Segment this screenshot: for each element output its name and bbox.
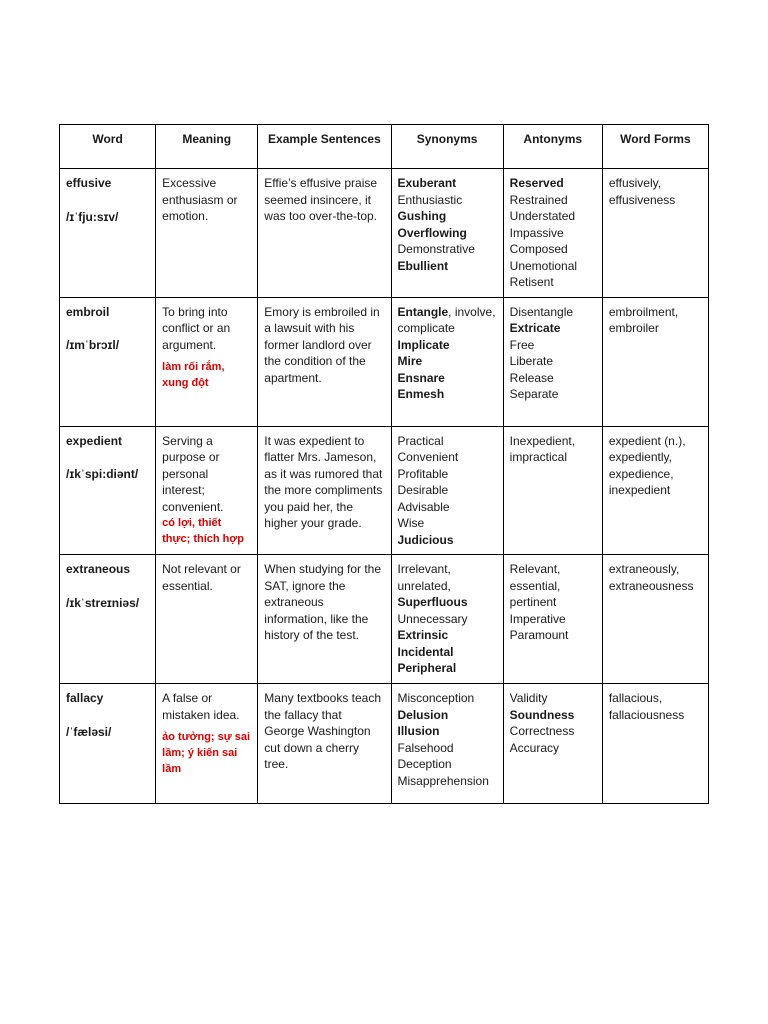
example-text: Effie’s effusive praise seemed insincere, it was too over-the-top. (264, 176, 378, 223)
word-forms-cell (602, 297, 708, 426)
antonyms-cell (503, 169, 602, 298)
synonym-lead (398, 304, 497, 337)
synonym-item: Advisable (397, 499, 450, 514)
meaning-cell (156, 169, 258, 298)
word-cell (60, 169, 156, 298)
antonym-item: Separate (509, 387, 559, 401)
antonyms-cell (503, 426, 602, 555)
synonym-item: Demonstrative (397, 242, 475, 256)
synonym-item: Extrinsic (397, 628, 449, 642)
antonyms-cell (503, 555, 602, 684)
word-term: effusive (66, 176, 112, 190)
meaning-text: Serving a purpose or personal interest; convenient. (162, 433, 224, 514)
meaning-cell (156, 297, 258, 426)
synonym-item: Gushing (397, 209, 447, 223)
word-forms-text: expedient (n.), expediently, expedience, inexpedient (608, 433, 686, 497)
word-cell (60, 426, 156, 555)
synonym-item: Exuberant (397, 176, 457, 190)
antonym-item: Soundness (509, 707, 575, 722)
antonyms-cell (503, 297, 602, 426)
example-cell (258, 684, 391, 804)
synonym-item: Desirable (397, 483, 449, 497)
header-synonyms: Synonyms (391, 125, 503, 169)
synonym-item: , involve, complicate (397, 304, 496, 335)
word-forms-text: embroilment, embroiler (608, 304, 679, 335)
table-row (60, 555, 709, 684)
antonym-item: Retisent (509, 275, 554, 289)
example-text: Emory is embroiled in a lawsuit with his former landlord over the condition of the apartment. (264, 304, 380, 385)
word-forms-cell (602, 169, 708, 298)
header-antonyms: Antonyms (503, 125, 602, 169)
example-cell (258, 297, 391, 426)
synonym-item: Overflowing (397, 225, 467, 240)
header-meaning: Meaning (156, 125, 258, 169)
synonym-item: Enmesh (397, 387, 445, 401)
word-cell (60, 684, 156, 804)
synonyms-cell (391, 684, 503, 804)
word-pronunciation: /ɪˈfju:sɪv/ (66, 209, 119, 224)
word-forms-text: extraneously, extraneousness (608, 562, 694, 593)
word-pronunciation: /ɪkˈspi:diənt/ (66, 467, 139, 481)
word-forms-cell (602, 684, 708, 804)
antonym-item: Imperative (509, 611, 566, 626)
antonym-item: Unemotional (509, 258, 578, 273)
meaning-text: To bring into conflict or an argument. (162, 304, 231, 352)
meaning-text: A false or mistaken idea. (162, 691, 240, 722)
synonym-item: Enthusiastic (397, 192, 463, 207)
synonym-item: Convenient (397, 450, 459, 464)
antonym-item: Restrained (509, 192, 568, 207)
antonym-item: Liberate (509, 354, 554, 368)
synonyms-cell (391, 169, 503, 298)
meaning-cell (156, 684, 258, 804)
synonym-item: Delusion (397, 707, 449, 722)
word-cell (60, 555, 156, 684)
header-word-forms: Word Forms (602, 125, 708, 169)
word-term: fallacy (66, 691, 104, 705)
meaning-text: Excessive enthusiasm or emotion. (162, 176, 238, 223)
word-pronunciation: /ɪmˈbrɔɪl/ (66, 338, 120, 352)
antonym-item: Composed (509, 242, 568, 256)
table-row (60, 297, 709, 426)
synonym-item: Unnecessary (397, 611, 468, 626)
word-forms-text: effusively, effusiveness (608, 176, 676, 207)
table-row (60, 426, 709, 555)
synonym-item: Misapprehension (397, 773, 489, 788)
table-row (60, 169, 709, 298)
example-cell (258, 169, 391, 298)
antonym-item: Reserved (509, 176, 564, 190)
word-pronunciation: /ɪkˈstreɪniəs/ (66, 595, 140, 610)
meaning-translation: làm rối rắm, xung đột (162, 361, 225, 389)
antonym-item: Release (509, 370, 554, 385)
antonym-lead: Relevant, essential, pertinent (509, 562, 561, 609)
word-forms-text: fallacious, fallaciousness (608, 691, 685, 722)
antonym-item: Validity (509, 691, 548, 705)
synonym-item: Deception (397, 757, 452, 771)
table-row (60, 684, 709, 804)
synonym-item: Falsehood (397, 740, 454, 755)
synonyms-cell (391, 426, 503, 555)
synonym-item: Mire (397, 354, 423, 368)
meaning-cell (156, 555, 258, 684)
example-text: It was expedient to flatter Mrs. Jameson, as it was rumored that the more compliments you paid her, the higher your grade. (264, 433, 383, 530)
meaning-translation: ảo tưởng; sự sai lầm; ý kiến sai lầm (162, 731, 251, 775)
example-text: Many textbooks teach the fallacy that George Washington cut down a cherry tree. (264, 691, 382, 771)
word-term: extraneous (66, 562, 131, 576)
synonym-item: Superfluous (397, 595, 468, 609)
synonym-item: Ebullient (397, 258, 449, 273)
meaning-text: Not relevant or essential. (162, 562, 241, 593)
synonym-item: Wise (397, 516, 425, 530)
header-row (60, 125, 709, 169)
example-text: When studying for the SAT, ignore the extraneous information, like the history of the test. (264, 562, 382, 642)
word-term: embroil (66, 304, 110, 319)
meaning-translation: có lợi, thiết thực; thích hợp (162, 517, 244, 545)
synonyms-cell (391, 555, 503, 684)
synonym-item: Incidental (397, 644, 454, 659)
header-example-sentences: Example Sentences (258, 125, 391, 169)
word-forms-cell (602, 555, 708, 684)
antonym-item: Free (509, 337, 535, 352)
meaning-cell (156, 426, 258, 555)
word-pronunciation: /ˈfæləsi/ (66, 724, 112, 739)
antonym-item: Correctness (509, 724, 575, 738)
synonym-item: Implicate (397, 337, 450, 352)
antonym-item: Paramount (509, 628, 569, 642)
synonym-item: Peripheral (397, 661, 457, 675)
synonym-lead: Irrelevant, unrelated, (397, 562, 451, 593)
synonym-item: Judicious (397, 532, 454, 547)
antonym-item: Disentangle (509, 304, 574, 319)
word-term: expedient (66, 433, 123, 448)
synonym-item: Entangle (397, 304, 449, 319)
example-cell (258, 555, 391, 684)
vocabulary-table (59, 124, 709, 804)
antonym-item: Accuracy (509, 740, 560, 755)
antonym-item: Impassive (509, 225, 564, 240)
synonym-item: Illusion (397, 724, 440, 738)
antonym-item: Extricate (509, 321, 561, 335)
word-cell (60, 297, 156, 426)
antonym-item: Inexpedient, impractical (509, 433, 576, 464)
synonym-item: Profitable (397, 466, 449, 481)
synonym-item: Ensnare (397, 370, 445, 385)
word-forms-cell (602, 426, 708, 555)
antonyms-cell (503, 684, 602, 804)
antonym-item: Understated (509, 209, 576, 223)
synonym-item: Practical (397, 433, 444, 448)
synonym-item: Misconception (397, 691, 475, 705)
synonyms-cell (391, 297, 503, 426)
header-word: Word (60, 125, 156, 169)
example-cell (258, 426, 391, 555)
